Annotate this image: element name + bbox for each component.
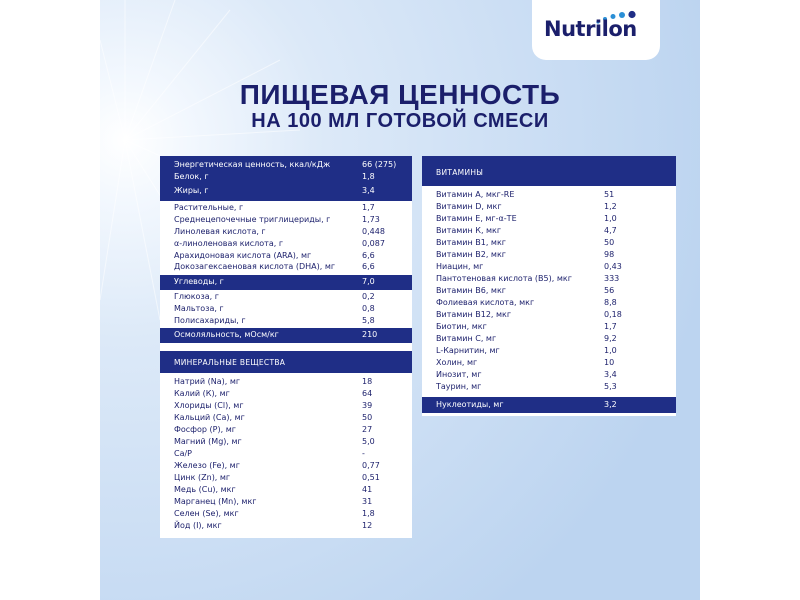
row-value: 27 (362, 425, 373, 434)
nutrition-row (160, 185, 412, 197)
row-value: 12 (362, 521, 373, 530)
row-label: Холин, мг (436, 358, 478, 367)
mineral-row (160, 400, 412, 412)
row-value: 1,7 (362, 203, 375, 212)
row-value: 10 (604, 358, 615, 367)
vitamin-row (422, 297, 676, 309)
minerals-header-label: МИНЕРАЛЬНЫЕ ВЕЩЕСТВА (174, 358, 286, 367)
row-value: 3,2 (604, 400, 617, 409)
row-value: 3,4 (604, 370, 617, 379)
row-label: Хлориды (Cl), мг (174, 401, 244, 410)
row-label: Энергетическая ценность, ккал/кДж (174, 160, 331, 169)
row-value: 333 (604, 274, 620, 283)
row-label: Витамин В2, мкг (436, 250, 506, 259)
mineral-row (160, 448, 412, 460)
row-label: Витамин К, мкг (436, 226, 502, 235)
row-value: 8,8 (604, 298, 617, 307)
nutrition-row (160, 226, 412, 238)
row-label: Арахидоновая кислота (ARA), мг (174, 251, 312, 260)
row-label: Селен (Se), мкг (174, 509, 239, 518)
row-value: 1,7 (604, 322, 617, 331)
row-value: 39 (362, 401, 373, 410)
nutrition-row (160, 261, 412, 273)
row-label: Магний (Mg), мг (174, 437, 242, 446)
row-label: Пантотеновая кислота (B5), мкг (436, 274, 572, 283)
vitamin-row (422, 381, 676, 393)
row-value: 0,8 (362, 304, 375, 313)
vitamins-header (422, 156, 676, 186)
vitamins-header-label: ВИТАМИНЫ (436, 168, 484, 177)
row-value: - (362, 449, 365, 458)
mineral-row (160, 496, 412, 508)
row-label: Докозагексаеновая кислота (DHA), мг (174, 262, 336, 271)
nutrition-row (160, 159, 412, 171)
row-label: Мальтоза, г (174, 304, 224, 313)
vitamin-row (422, 213, 676, 225)
row-label: Натрий (Na), мг (174, 377, 241, 386)
row-value: 1,8 (362, 172, 375, 181)
nucleotides-row (422, 399, 676, 411)
row-label: Витамин Е, мг-α-ТЕ (436, 214, 517, 223)
row-label: Белок, г (174, 172, 209, 181)
nutrition-row (160, 329, 412, 341)
row-value: 64 (362, 389, 373, 398)
row-value: 31 (362, 497, 373, 506)
row-label: Глюкоза, г (174, 292, 219, 301)
nutrition-row (160, 315, 412, 327)
row-label: Среднецепочечные триглицериды, г (174, 215, 331, 224)
vitamin-row (422, 237, 676, 249)
row-value: 51 (604, 190, 615, 199)
row-label: Нуклеотиды, мг (436, 400, 504, 409)
row-label: Углеводы, г (174, 277, 224, 286)
nucleotides-band (422, 397, 676, 413)
nutrition-row (160, 303, 412, 315)
minerals-header (160, 351, 412, 373)
row-label: Витамин В12, мкг (436, 310, 512, 319)
page-title: ПИЩЕВАЯ ЦЕННОСТЬ (239, 79, 561, 110)
row-label: Фосфор (Р), мг (174, 425, 236, 434)
row-value: 18 (362, 377, 373, 386)
mineral-row (160, 484, 412, 496)
vitamin-row (422, 261, 676, 273)
row-value: 0,77 (362, 461, 380, 470)
row-value: 1,73 (362, 215, 380, 224)
row-value: 66 (275) (362, 160, 397, 169)
vitamin-row (422, 273, 676, 285)
row-value: 98 (604, 250, 615, 259)
row-value: 5,0 (362, 437, 375, 446)
vitamin-row (422, 333, 676, 345)
row-label: Жиры, г (174, 186, 209, 195)
nutrition-row (160, 171, 412, 183)
mineral-row (160, 460, 412, 472)
row-label: Растительные, г (174, 203, 244, 212)
row-value: 4,7 (604, 226, 617, 235)
nutrition-card (160, 156, 412, 538)
row-value: 5,3 (604, 382, 617, 391)
row-label: Марганец (Mn), мкг (174, 497, 257, 506)
vitamin-row (422, 189, 676, 201)
row-label: L-Карнитин, мг (436, 346, 500, 355)
nutrition-row (160, 291, 412, 303)
mineral-row (160, 424, 412, 436)
vitamin-row (422, 321, 676, 333)
row-value: 50 (362, 413, 373, 422)
row-value: 41 (362, 485, 373, 494)
mineral-row (160, 412, 412, 424)
row-label: Витамин А, мкг-RE (436, 190, 515, 199)
row-value: 6,6 (362, 262, 375, 271)
row-value: 0,51 (362, 473, 380, 482)
row-value: 6,6 (362, 251, 375, 260)
row-value: 9,2 (604, 334, 617, 343)
row-label: Йод (I), мкг (174, 521, 222, 530)
row-label: Линолевая кислота, г (174, 227, 266, 236)
vitamin-row (422, 249, 676, 261)
nutrition-row (160, 276, 412, 288)
row-value: 1,0 (604, 346, 617, 355)
row-label: Медь (Cu), мкг (174, 485, 236, 494)
row-value: 3,4 (362, 186, 375, 195)
vitamin-row (422, 285, 676, 297)
row-value: 5,8 (362, 316, 375, 325)
vitamin-row (422, 225, 676, 237)
nutrition-row (160, 214, 412, 226)
row-value: 210 (362, 330, 378, 339)
row-label: Фолиевая кислота, мкг (436, 298, 535, 307)
vitamin-row (422, 345, 676, 357)
row-value: 1,2 (604, 202, 617, 211)
brand-logo (532, 0, 660, 60)
row-value: 0,18 (604, 310, 622, 319)
row-value: 7,0 (362, 277, 375, 286)
row-value: 0,43 (604, 262, 622, 271)
row-value: 1,0 (604, 214, 617, 223)
row-label: Железо (Fe), мг (174, 461, 240, 470)
brand-name: Nutrilon (544, 17, 637, 41)
row-label: Цинк (Zn), мг (174, 473, 231, 482)
vitamin-row (422, 309, 676, 321)
row-label: Инозит, мг (436, 370, 482, 379)
row-label: Витамин D, мкг (436, 202, 502, 211)
row-label: Биотин, мкг (436, 322, 487, 331)
row-label: Витамин С, мг (436, 334, 497, 343)
page-subtitle: НА 100 МЛ ГОТОВОЙ СМЕСИ (251, 110, 549, 132)
row-label: Кальций (Са), мг (174, 413, 245, 422)
row-value: 56 (604, 286, 615, 295)
nutrition-row (160, 202, 412, 214)
mineral-row (160, 472, 412, 484)
row-label: Осмоляльность, мОсм/кг (174, 330, 279, 339)
row-label: Витамин В6, мкг (436, 286, 506, 295)
row-value: 0,2 (362, 292, 375, 301)
mineral-row (160, 388, 412, 400)
vitamin-row (422, 369, 676, 381)
nutrition-row (160, 238, 412, 250)
background-panel (100, 0, 700, 600)
mineral-row (160, 376, 412, 388)
row-label: α-линоленовая кислота, г (174, 239, 284, 248)
vitamin-row (422, 357, 676, 369)
mineral-row (160, 520, 412, 532)
mineral-row (160, 436, 412, 448)
row-label: Витамин В1, мкг (436, 238, 506, 247)
row-value: 0,448 (362, 227, 385, 236)
mineral-row (160, 508, 412, 520)
row-label: Ca/P (174, 449, 193, 458)
row-value: 1,8 (362, 509, 375, 518)
row-label: Полисахариды, г (174, 316, 246, 325)
vitamins-card (422, 156, 676, 416)
row-label: Таурин, мг (436, 382, 482, 391)
vitamin-row (422, 201, 676, 213)
row-value: 50 (604, 238, 615, 247)
row-label: Калий (К), мг (174, 389, 230, 398)
row-label: Ниацин, мг (436, 262, 484, 271)
row-value: 0,087 (362, 239, 385, 248)
